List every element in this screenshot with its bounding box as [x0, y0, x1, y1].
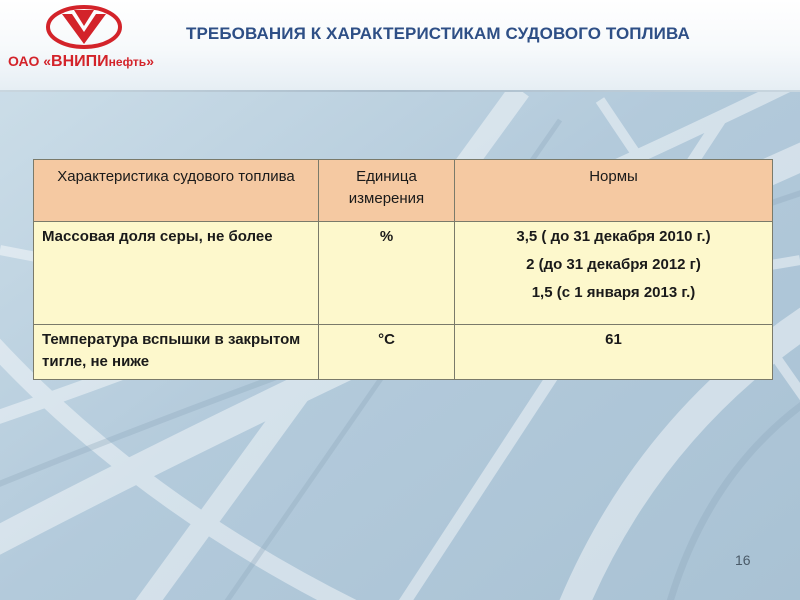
header-norms: Нормы [455, 160, 773, 222]
row-unit: °С [319, 325, 455, 380]
company-prefix: ОАО « [8, 53, 52, 69]
norm-value: 3,5 ( до 31 декабря 2010 г.) [516, 228, 711, 245]
company-close: » [146, 53, 154, 69]
row-norms [455, 222, 773, 325]
row-characteristic: Температура вспышки в закрытом тигле, не ниже [34, 325, 319, 380]
company-main: ВНИПИ [51, 53, 109, 70]
norm-value: 2 (до 31 декабря 2012 г) [526, 256, 701, 273]
page-number: 16 [735, 552, 751, 568]
row-characteristic: Массовая доля серы, не более [34, 222, 319, 325]
norm-value: 1,5 (с 1 января 2013 г.) [531, 284, 696, 301]
header-characteristic: Характеристика судового топлива [34, 160, 319, 222]
header-unit: Единица измерения [319, 160, 455, 222]
company-logo [44, 4, 124, 50]
company-name [8, 53, 154, 71]
fuel-requirements-table [33, 159, 773, 380]
company-suffix: нефть [108, 55, 147, 69]
table-header-row [34, 160, 773, 222]
table-row [34, 325, 773, 380]
row-norms [455, 325, 773, 380]
table-row [34, 222, 773, 325]
row-unit: % [319, 222, 455, 325]
norm-value: 61 [605, 331, 622, 348]
header-divider [0, 90, 800, 92]
page-title: ТРЕБОВАНИЯ К ХАРАКТЕРИСТИКАМ СУДОВОГО ТОПЛИВА [186, 24, 690, 43]
